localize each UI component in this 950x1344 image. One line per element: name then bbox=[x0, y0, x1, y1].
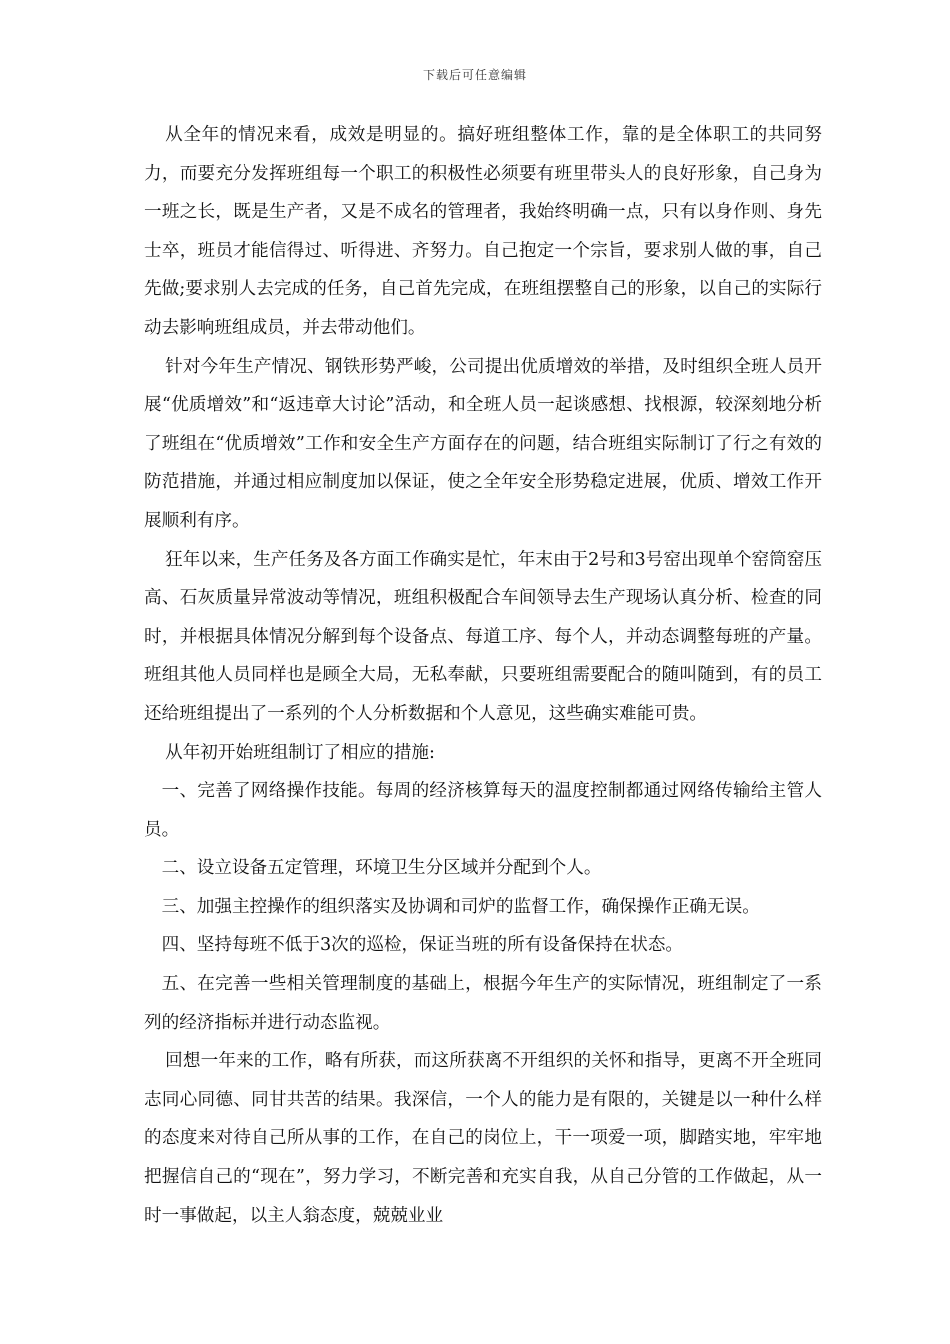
paragraph-production-tasks: 狂年以来，生产任务及各方面工作确实是忙，年末由于2号和3号窑出现单个窑筒窑压高、石灰质量异常波动等情况，班组积极配合车间领导去生产现场认真分析、检查的同时，并根据具体情况分解到每个设备点、每道工序、每个人，并动态调整每班的产量。班组其他人员同样也是顾全大局，无私奉献，只要班组需要配合的随叫随到，有的员工还给班组提出了一系列的个人分析数据和个人意见，这些确实难能可贵。 bbox=[144, 549, 822, 724]
measure-item-5: 五、在完善一些相关管理制度的基础上，根据今年生产的实际情况，班组制定了一系列的经济指标并进行动态监视。 bbox=[144, 974, 822, 1033]
measure-item-3: 三、加强主控操作的组织落实及协调和司炉的监督工作，确保操作正确无误。 bbox=[161, 896, 760, 917]
paragraph-measures-intro: 从年初开始班组制订了相应的措施: bbox=[165, 742, 435, 763]
document-body bbox=[144, 116, 822, 1235]
measure-item-4: 四、坚持每班不低于3次的巡检，保证当班的所有设备保持在状态。 bbox=[161, 935, 684, 956]
measure-item-1: 一、完善了网络操作技能。每周的经济核算每天的温度控制都通过网络传输给主管人员。 bbox=[144, 781, 822, 840]
paragraph-quality-efficiency: 针对今年生产情况、钢铁形势严峻，公司提出优质增效的举措，及时组织全班人员开展“优质增效”和“返违章大讨论”活动，和全班人员一起谈感想、找根源，较深刻地分析了班组在“优质增效”工作和安全生产方面存在的问题，结合班组实际制订了行之有效的防范措施，并通过相应制度加以保证，使之全年安全形势稳定进展，优质、增效工作开展顺利有序。 bbox=[144, 356, 822, 531]
page-header-note: 下载后可任意编辑 bbox=[422, 68, 527, 82]
paragraph-reflection: 回想一年来的工作，略有所获，而这所获离不开组织的关怀和指导，更离不开全班同志同心同德、同甘共苦的结果。我深信，一个人的能力是有限的，关键是以一种什么样的态度来对待自己所从事的工作，在自己的岗位上，干一项爱一项，脚踏实地，牢牢地把握信自己的“现在”，努力学习，不断完善和充实自我，从自己分管的工作做起，从一时一事做起，以主人翁态度，兢兢业业 bbox=[144, 1051, 822, 1226]
measure-item-2: 二、设立设备五定管理，环境卫生分区域并分配到个人。 bbox=[161, 858, 602, 879]
paragraph-summary: 从全年的情况来看，成效是明显的。搞好班组整体工作，靠的是全体职工的共同努力，而要充分发挥班组每一个职工的积极性必须要有班里带头人的良好形象，自己身为一班之长，既是生产者，又是不成名的管理者，我始终明确一点，只有以身作则、身先士卒，班员才能信得过、听得进、齐努力。自己抱定一个宗旨，要求别人做的事，自己先做;要求别人去完成的任务，自己首先完成，在班组摆整自己的形象，以自己的实际行动去影响班组成员，并去带动他们。 bbox=[144, 125, 822, 338]
